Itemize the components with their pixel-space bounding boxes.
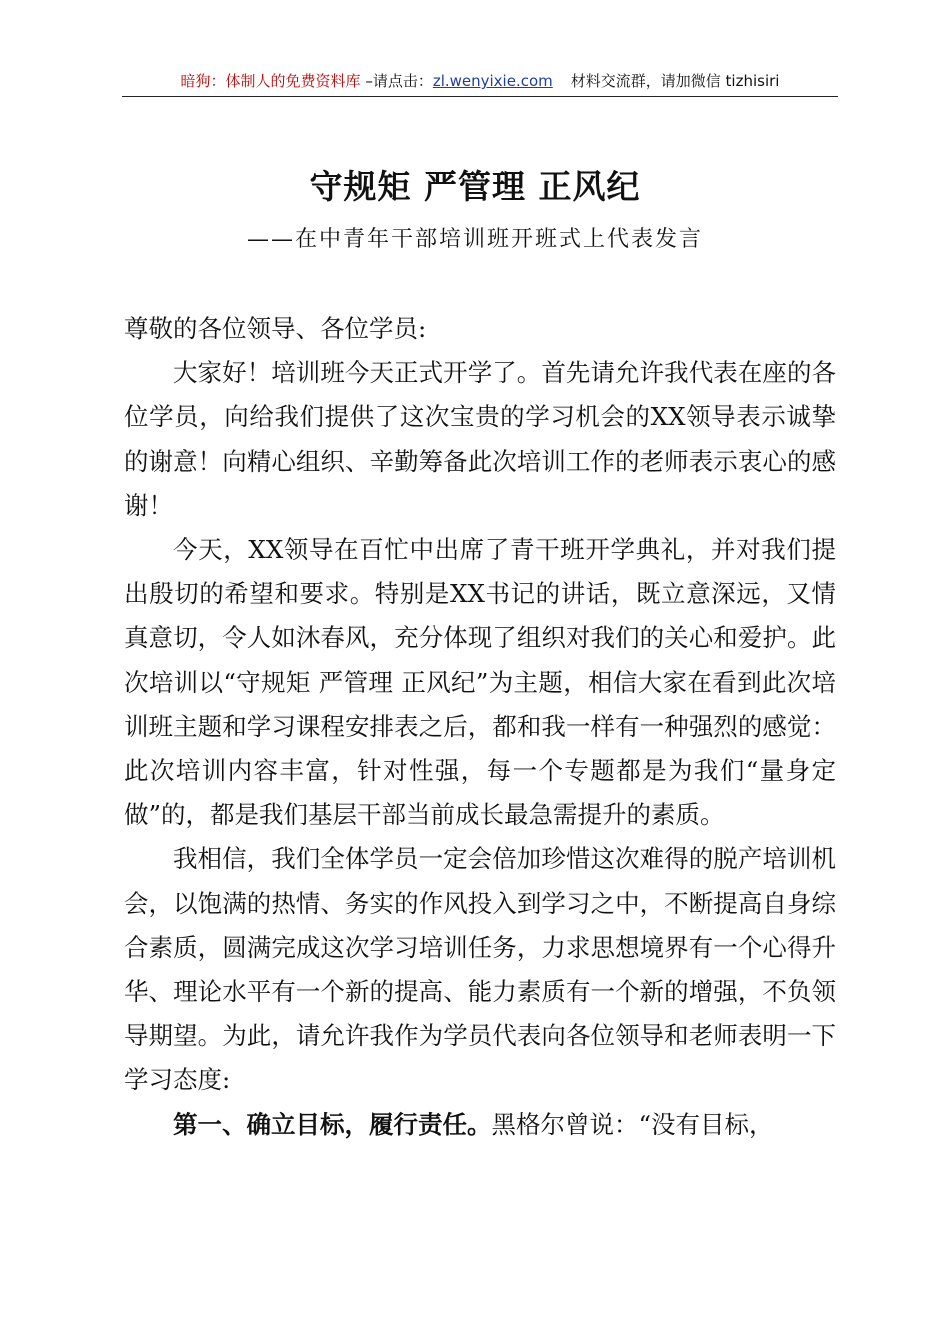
- header-click-label: –请点击：: [360, 72, 433, 90]
- document-title: 守规矩 严管理 正风纪: [309, 167, 641, 206]
- paragraph-1: 大家好！培训班今天正式开学了。首先请允许我代表在座的各位学员，向给我们提供了这次宝贵的学习机会的XX领导表示诚挚的谢意！向精心组织、辛勤筹备此次培训工作的老师表示衷心的感谢！: [124, 358, 836, 520]
- paragraph-4-lead: 第一、确立目标，履行责任。: [173, 1109, 492, 1139]
- header-group-text: 材料交流群，请加微信 tizhisiri: [570, 72, 780, 90]
- page-header: [122, 68, 838, 94]
- document-body: [124, 307, 836, 1147]
- salutation: 尊敬的各位领导、各位学员:: [124, 314, 427, 343]
- paragraph-4-text: 黑格尔曾说：“没有目标，: [491, 1109, 774, 1139]
- header-site-link[interactable]: zl.wenyixie.com: [432, 72, 553, 90]
- paragraph-4: [124, 1103, 836, 1147]
- header-divider: [122, 96, 838, 97]
- header-brand-text: 暗狗：体制人的免费资料库: [180, 72, 361, 90]
- document-subtitle: ——在中青年干部培训班开班式上代表发言: [246, 227, 703, 252]
- paragraph-3: 我相信，我们全体学员一定会倍加珍惜这次难得的脱产培训机会，以饱满的热情、务实的作风投入到学习之中，不断提高自身综合素质，圆满完成这次学习培训任务，力求思想境界有一个心得升华、理论水平有一个新的提高、能力素质有一个新的增强，不负领导期望。为此，请允许我作为学员代表向各位领导和老师表明一下学习态度:: [124, 844, 836, 1095]
- paragraph-2: 今天，XX领导在百忙中出席了青干班开学典礼，并对我们提出殷切的希望和要求。特别是XX书记的讲话，既立意深远，又情真意切，令人如沐春风，充分体现了组织对我们的关心和爱护。此次培训以“守规矩 严管理 正风纪”为主题，相信大家在看到此次培训班主题和学习课程安排表之后，都和我一样有一种强烈的感觉：此次培训内容丰富，针对性强，每一个专题都是为我们“量身定做”的，都是我们基层干部当前成长最急需提升的素质。: [124, 535, 836, 830]
